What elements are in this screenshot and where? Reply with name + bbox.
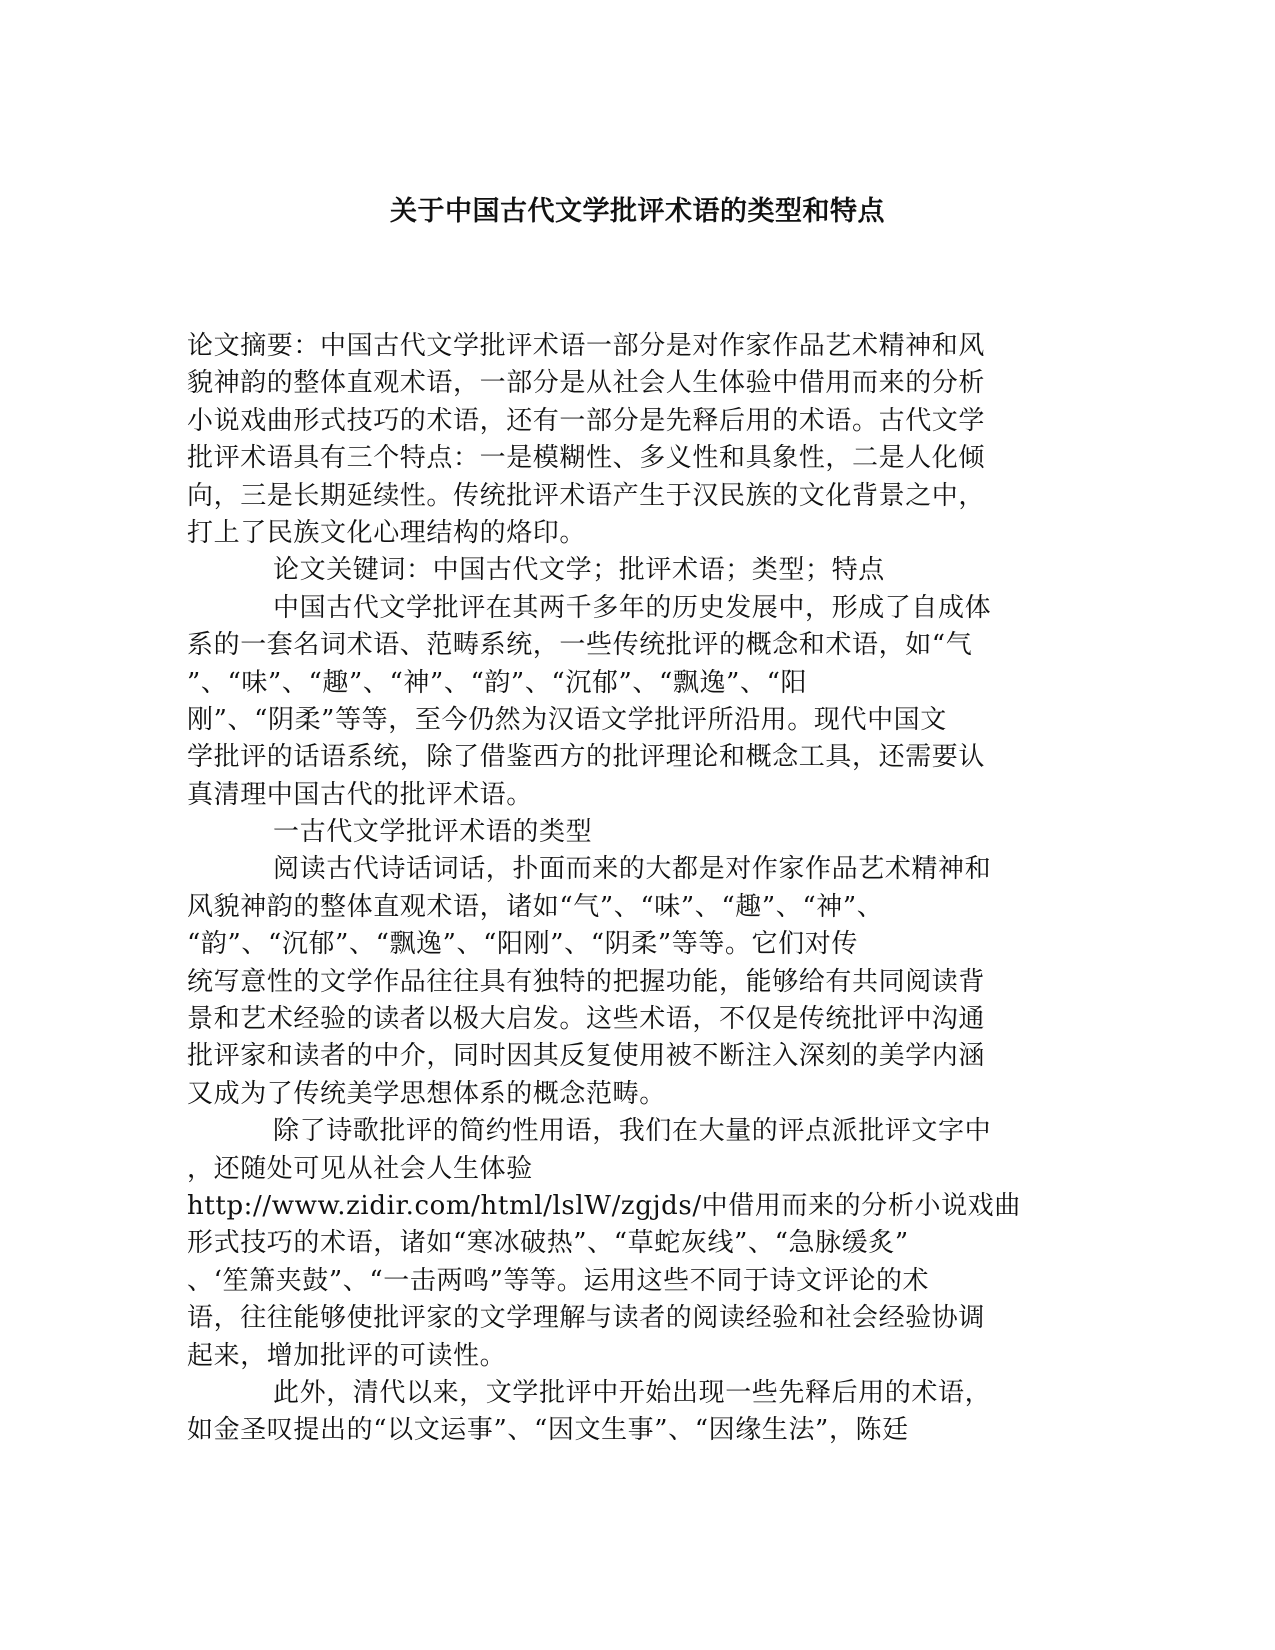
text-line: 论文摘要：中国古代文学批评术语一部分是对作家作品艺术精神和风: [187, 331, 986, 361]
text-line: 小说戏曲形式技巧的术语，还有一部分是先释后用的术语。古代文学: [187, 405, 986, 436]
text-line: 打上了民族文化心理结构的烙印。: [187, 517, 587, 548]
text-line: http://www.zidir.com/html/lslW/zgjds/中借用而来的分析小说戏曲: [187, 1190, 1021, 1221]
text-line: 中国古代文学批评在其两千多年的历史发展中，形成了自成体: [273, 592, 992, 623]
text-line: 论文关键词：中国古代文学；批评术语；类型；特点: [273, 555, 885, 586]
text-line: 、‘笙箫夹鼓”、“一击两鸣”等等。运用这些不同于诗文评论的术: [187, 1265, 930, 1296]
text-line: 语，往往能够使批评家的文学理解与读者的阅读经验和社会经验协调: [187, 1303, 986, 1334]
text-line: 批评术语具有三个特点：一是模糊性、多义性和具象性，二是人化倾: [187, 443, 986, 474]
text-line: 真清理中国古代的批评术语。: [187, 779, 533, 810]
text-line: 除了诗歌批评的简约性用语，我们在大量的评点派批评文字中: [273, 1116, 992, 1147]
text-line: 阅读古代诗话词话，扑面而来的大都是对作家作品艺术精神和: [273, 854, 992, 885]
text-line: ，还随处可见从社会人生体验: [187, 1153, 533, 1184]
text-line: 形式技巧的术语，诸如“寒冰破热”、“草蛇灰线”、“急脉缓炙”: [187, 1228, 909, 1259]
document-body: [187, 328, 1067, 1450]
text-line: ”、“味”、“趣”、“神”、“韵”、“沉郁”、“飘逸”、“阳: [187, 667, 808, 698]
text-line: 景和艺术经验的读者以极大启发。这些术语，不仅是传统批评中沟通: [187, 1004, 986, 1035]
text-line: 学批评的话语系统，除了借鉴西方的批评理论和概念工具，还需要认: [187, 742, 986, 773]
text-line: 起来，增加批评的可读性。: [187, 1340, 507, 1371]
text-line: 如金圣叹提出的“以文运事”、“因文生事”、“因缘生法”，陈廷: [187, 1415, 909, 1446]
text-line: 批评家和读者的中介，同时因其反复使用被不断注入深刻的美学内涵: [187, 1041, 986, 1072]
text-line: 风貌神韵的整体直观术语，诸如“气”、“味”、“趣”、“神”、: [187, 891, 884, 922]
text-line: 此外，清代以来，文学批评中开始出现一些先释后用的术语，: [273, 1377, 992, 1408]
text-line: 向，三是长期延续性。传统批评术语产生于汉民族的文化背景之中，: [187, 480, 986, 511]
text-line: 一古代文学批评术语的类型: [273, 817, 593, 848]
text-line: “韵”、“沉郁”、“飘逸”、“阳刚”、“阴柔”等等。它们对传: [187, 929, 858, 960]
text-line: 又成为了传统美学思想体系的概念范畴。: [187, 1078, 666, 1109]
text-line: 刚”、“阴柔”等等，至今仍然为汉语文学批评所沿用。现代中国文: [187, 704, 947, 735]
text-line: 统写意性的文学作品往往具有独特的把握功能，能够给有共同阅读背: [187, 966, 986, 997]
document-title: 关于中国古代文学批评术语的类型和特点: [390, 196, 885, 227]
text-line: 貌神韵的整体直观术语，一部分是从社会人生体验中借用而来的分析: [187, 368, 986, 399]
text-line: 系的一套名词术语、范畴系统，一些传统批评的概念和术语，如“气: [187, 630, 973, 661]
